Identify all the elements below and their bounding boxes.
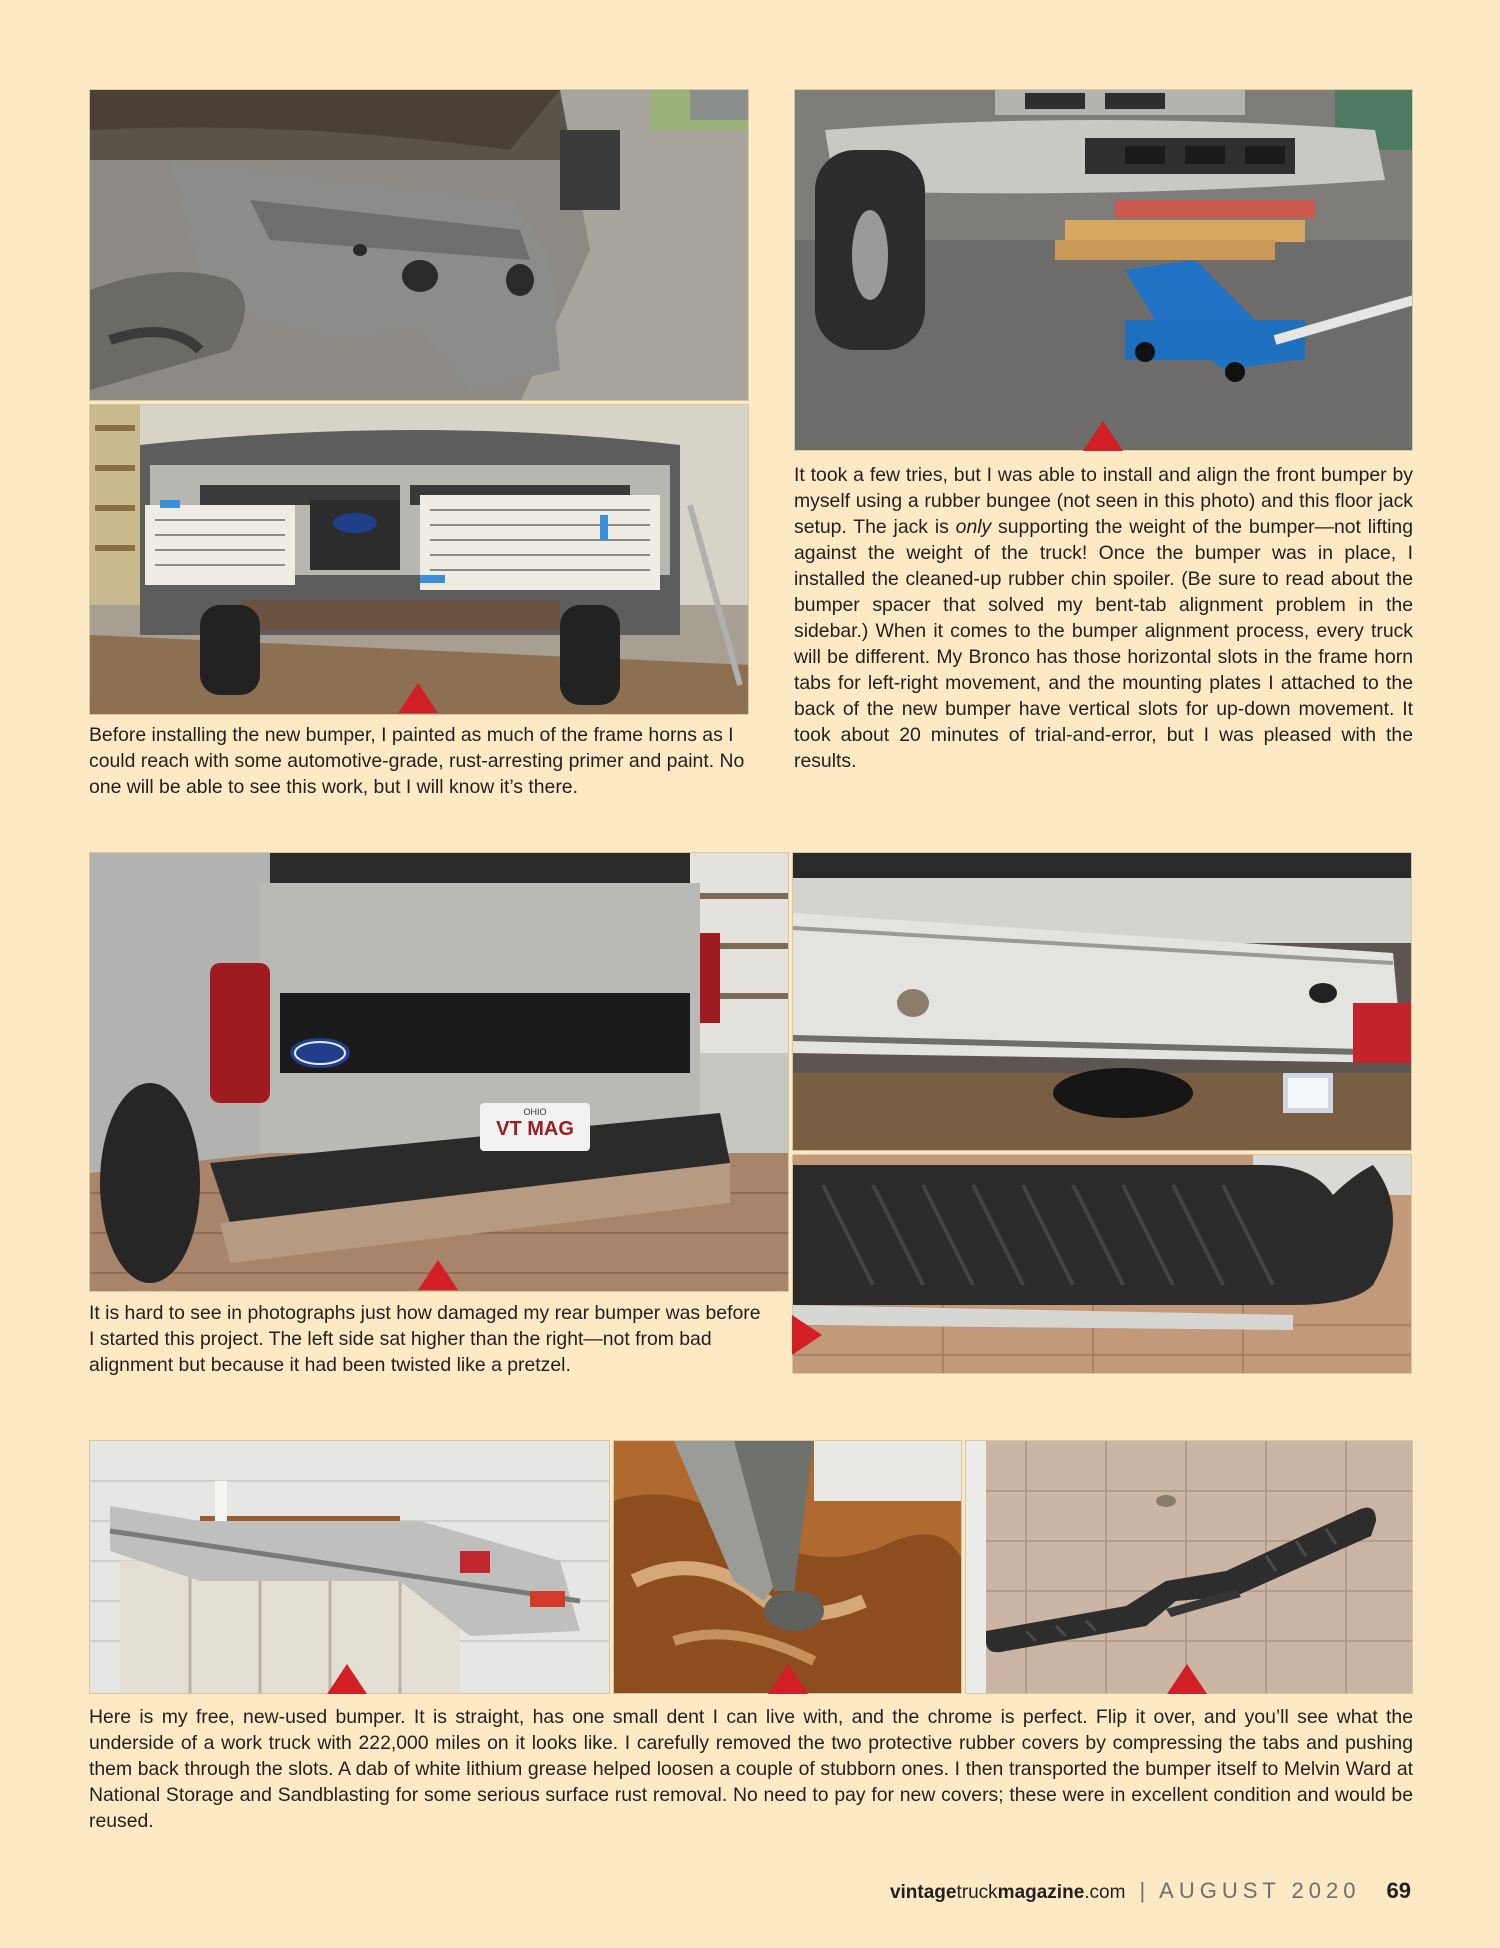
photo-rear-bumper-rubber-step: [792, 1154, 1412, 1374]
footer-site-part: magazine: [997, 1882, 1085, 1903]
photo-rear-bumper-chrome-closeup: [792, 852, 1412, 1151]
truck-rear-illustration: [90, 853, 789, 1292]
rubber-step-illustration: [793, 1155, 1412, 1374]
photo-bumper-underside-rust: [613, 1440, 962, 1694]
caption-pointer-up: [1167, 1664, 1207, 1694]
footer-website: [890, 1882, 1126, 1904]
caption-text-part: It took a few tries, but I was able to install and align the front bumper by myself using a rubber bungee (not seen in this photo) and this floor jack setup. The jack is: [794, 464, 1413, 538]
caption-new-used-bumper: Here is my free, new-used bumper. It is straight, has one small dent I can live with, and the chrome is perfect. Flip it over, and you’ll see what the underside of a work truck with 222,000 miles on it looks like. I carefully removed the two protective rubber covers by compressing the tabs and pushing them back through the slots. A dab of white lithium grease helped loosen a couple of stubborn ones. I then transported the bumper itself to Melvin Ward at National Storage and Sandblasting for some serious surface rust removal. No need to pay for new covers; these were in excellent condition and would be reused.: [89, 1706, 1413, 1832]
caption-emphasis: only: [955, 516, 992, 538]
caption-pointer-up: [327, 1664, 367, 1694]
caption-rear-bumper-damage: It is hard to see in photographs just how damaged my rear bumper was before I started this project. The left side sat higher than the right—not from bad alignment but because it had been twisted like a pretzel.: [89, 1302, 761, 1376]
caption-pointer-right: [792, 1315, 822, 1355]
photo-painted-frame-horn: [89, 89, 749, 401]
caption-pointer-up: [768, 1664, 808, 1694]
photo-truck-newspaper-masking: [89, 404, 749, 715]
caption-text-part: supporting the weight of the bumper—not lifting against the weight of the truck! Once the bumper was in place, I installed the cleaned-up rubber chin spoiler. (Be sure to read about the bumper spacer that solved my bent-tab alignment problem in the sidebar.) When it comes to the bumper alignment process, every truck will be different. My Bronco has those horizontal slots in the frame horn tabs for left-right movement, and the mounting plates I attached to the back of the new bumper have vertical slots for up-down movement. It took about 20 minutes of trial-and-error, but I was pleased with the results.: [794, 516, 1414, 772]
footer-separator: |: [1139, 1878, 1146, 1903]
footer-site-part: vintage: [889, 1882, 957, 1903]
bumper-underside-rust-illustration: [614, 1441, 962, 1694]
caption-frame-horns: Before installing the new bumper, I painted as much of the frame horns as I could reach with some automotive-grade, rust-arresting primer and paint. No one will be able to see this work, but I will know it’s there.: [89, 724, 745, 798]
removed-rubber-covers-illustration: [966, 1441, 1413, 1694]
page-number: 69: [1386, 1878, 1411, 1903]
footer-site-part: .com: [1084, 1882, 1126, 1903]
license-plate-state: OHIO: [523, 1107, 547, 1117]
new-used-bumper-illustration: [90, 1441, 610, 1694]
caption-pointer-up: [418, 1260, 458, 1290]
photo-removed-rubber-covers: [965, 1440, 1413, 1694]
photo-floor-jack-bumper: [794, 89, 1413, 451]
footer-site-part: truck: [956, 1882, 998, 1903]
truck-newspaper-illustration: [90, 405, 749, 715]
photo-new-used-bumper: [89, 1440, 610, 1694]
photo-truck-rear-damaged-bumper: [89, 852, 789, 1292]
chrome-closeup-illustration: [793, 853, 1412, 1151]
footer-issue-date: AUGUST 2020: [1159, 1878, 1361, 1903]
caption-pointer-up: [1083, 421, 1123, 451]
caption-front-bumper-install: [794, 462, 1413, 774]
license-plate-text: VT MAG: [496, 1118, 574, 1140]
floor-jack-illustration: [795, 90, 1413, 451]
caption-pointer-up: [398, 683, 438, 713]
page-footer: [890, 1878, 1411, 1904]
painted-frame-horn-illustration: [90, 90, 749, 401]
